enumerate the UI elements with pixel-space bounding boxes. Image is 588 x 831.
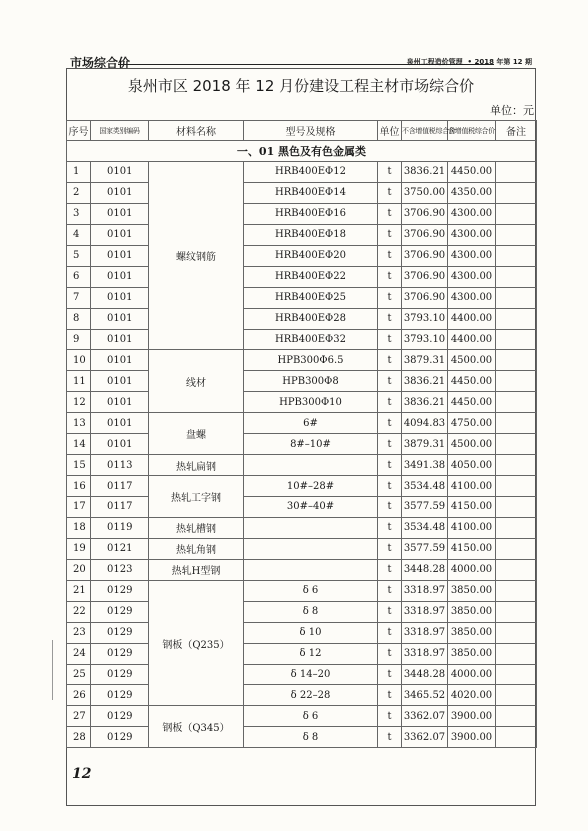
table-row [67, 434, 537, 455]
row-spec-cell: HPB300Φ10 [244, 392, 378, 413]
row-spec-cell: 10#–28# [244, 476, 378, 497]
row-price-incl-cell: 4300.00 [448, 245, 496, 266]
row-price-excl-cell: 3706.90 [402, 245, 448, 266]
row-code-cell: 0129 [91, 622, 149, 643]
row-unit-cell: t [378, 266, 402, 287]
section-header: 市场综合价 [70, 56, 131, 70]
row-price-excl-cell: 3577.59 [402, 497, 448, 518]
row-unit-cell: t [378, 308, 402, 329]
row-spec-cell: HRB400EΦ20 [244, 245, 378, 266]
row-price-incl-cell: 4500.00 [448, 434, 496, 455]
row-price-incl-cell: 4000.00 [448, 664, 496, 685]
page-title: 泉州市区 2018 年 12 月份建设工程主材市场综合价 [127, 77, 475, 95]
row-remarks-cell [496, 664, 537, 685]
row-index-cell: 22 [67, 601, 91, 622]
material-name-cell: 热轧槽钢 [149, 517, 244, 538]
row-price-incl-cell: 4750.00 [448, 413, 496, 434]
row-unit-cell: t [378, 162, 402, 183]
col-header-unit: 单位 [378, 121, 402, 141]
row-spec-cell: 30#–40# [244, 497, 378, 518]
row-remarks-cell [496, 706, 537, 727]
row-code-cell: 0101 [91, 308, 149, 329]
row-spec-cell: HRB400EΦ14 [244, 182, 378, 203]
row-remarks-cell [496, 287, 537, 308]
row-code-cell: 0101 [91, 266, 149, 287]
table-row [67, 497, 537, 518]
row-price-excl-cell: 3836.21 [402, 162, 448, 183]
row-spec-cell: HRB400EΦ32 [244, 329, 378, 350]
row-price-incl-cell: 4450.00 [448, 371, 496, 392]
row-remarks-cell [496, 559, 537, 580]
table-row [67, 162, 537, 183]
row-remarks-cell [496, 643, 537, 664]
row-spec-cell [244, 559, 378, 580]
row-remarks-cell [496, 224, 537, 245]
issue-label: • 2018 年第 12 期 [467, 58, 532, 66]
row-price-excl-cell: 3793.10 [402, 329, 448, 350]
row-unit-cell: t [378, 434, 402, 455]
row-code-cell: 0101 [91, 224, 149, 245]
row-price-excl-cell: 3465.52 [402, 685, 448, 706]
material-name-cell: 线材 [149, 350, 244, 413]
row-remarks-cell [496, 497, 537, 518]
row-index-cell: 21 [67, 580, 91, 601]
row-remarks-cell [496, 580, 537, 601]
row-remarks-cell [496, 622, 537, 643]
row-unit-cell: t [378, 685, 402, 706]
row-code-cell: 0121 [91, 538, 149, 559]
row-price-excl-cell: 3793.10 [402, 308, 448, 329]
row-index-cell: 8 [67, 308, 91, 329]
row-unit-cell: t [378, 476, 402, 497]
row-code-cell: 0129 [91, 685, 149, 706]
material-name-cell: 钢板（Q345） [149, 706, 244, 748]
row-remarks-cell [496, 182, 537, 203]
row-unit-cell: t [378, 622, 402, 643]
row-price-incl-cell: 4150.00 [448, 538, 496, 559]
row-index-cell: 11 [67, 371, 91, 392]
row-code-cell: 0129 [91, 727, 149, 748]
row-unit-cell: t [378, 706, 402, 727]
row-price-incl-cell: 4350.00 [448, 182, 496, 203]
row-index-cell: 6 [67, 266, 91, 287]
row-price-excl-cell: 3706.90 [402, 287, 448, 308]
row-unit-cell: t [378, 559, 402, 580]
row-spec-cell: δ 14–20 [244, 664, 378, 685]
row-index-cell: 16 [67, 476, 91, 497]
table-row [67, 392, 537, 413]
row-unit-cell: t [378, 517, 402, 538]
table-row [67, 182, 537, 203]
row-code-cell: 0101 [91, 371, 149, 392]
row-remarks-cell [496, 392, 537, 413]
row-index-cell: 25 [67, 664, 91, 685]
material-name-cell: 盘螺 [149, 413, 244, 455]
col-header-price-excl-vat: 不含增值税综合价 [402, 121, 448, 141]
material-name-cell: 钢板（Q235） [149, 580, 244, 706]
row-spec-cell: HRB400EΦ18 [244, 224, 378, 245]
row-index-cell: 15 [67, 455, 91, 476]
col-header-index: 序号 [67, 121, 91, 141]
row-spec-cell: δ 6 [244, 706, 378, 727]
row-index-cell: 14 [67, 434, 91, 455]
row-remarks-cell [496, 538, 537, 559]
material-name-cell: 热轧角钢 [149, 538, 244, 559]
row-code-cell: 0101 [91, 245, 149, 266]
row-price-incl-cell: 4300.00 [448, 224, 496, 245]
row-price-incl-cell: 3850.00 [448, 580, 496, 601]
row-price-excl-cell: 3318.97 [402, 622, 448, 643]
row-remarks-cell [496, 266, 537, 287]
table-row [67, 476, 537, 497]
row-unit-cell: t [378, 643, 402, 664]
table-row [67, 329, 537, 350]
table-row [67, 371, 537, 392]
row-remarks-cell [496, 455, 537, 476]
row-index-cell: 10 [67, 350, 91, 371]
row-price-incl-cell: 4400.00 [448, 329, 496, 350]
col-header-code: 国家类别编码 [91, 121, 149, 141]
row-code-cell: 0101 [91, 287, 149, 308]
row-code-cell: 0129 [91, 580, 149, 601]
row-price-incl-cell: 4100.00 [448, 476, 496, 497]
row-unit-cell: t [378, 497, 402, 518]
row-price-excl-cell: 3577.59 [402, 538, 448, 559]
table-row [67, 727, 537, 748]
row-price-incl-cell: 3900.00 [448, 706, 496, 727]
row-spec-cell: HRB400EΦ28 [244, 308, 378, 329]
row-code-cell: 0101 [91, 182, 149, 203]
row-index-cell: 20 [67, 559, 91, 580]
table-row [67, 266, 537, 287]
row-index-cell: 18 [67, 517, 91, 538]
row-code-cell: 0113 [91, 455, 149, 476]
journal-issue [407, 57, 532, 67]
row-price-incl-cell: 4100.00 [448, 517, 496, 538]
row-index-cell: 13 [67, 413, 91, 434]
row-spec-cell: HRB400EΦ16 [244, 203, 378, 224]
row-price-incl-cell: 3900.00 [448, 727, 496, 748]
row-price-incl-cell: 4050.00 [448, 455, 496, 476]
row-price-excl-cell: 3706.90 [402, 224, 448, 245]
row-remarks-cell [496, 517, 537, 538]
table-row [67, 580, 537, 601]
row-unit-cell: t [378, 601, 402, 622]
row-unit-cell: t [378, 580, 402, 601]
row-remarks-cell [496, 413, 537, 434]
row-index-cell: 9 [67, 329, 91, 350]
row-price-incl-cell: 3850.00 [448, 622, 496, 643]
row-price-excl-cell: 3879.31 [402, 350, 448, 371]
row-code-cell: 0101 [91, 350, 149, 371]
section-title: 一、01 黑色及有色金属类 [67, 141, 537, 162]
row-unit-cell: t [378, 455, 402, 476]
row-index-cell: 23 [67, 622, 91, 643]
row-code-cell: 0101 [91, 392, 149, 413]
row-spec-cell: HRB400EΦ22 [244, 266, 378, 287]
row-index-cell: 24 [67, 643, 91, 664]
row-code-cell: 0101 [91, 203, 149, 224]
row-price-excl-cell: 3706.90 [402, 266, 448, 287]
row-unit-cell: t [378, 727, 402, 748]
row-price-incl-cell: 4450.00 [448, 162, 496, 183]
row-code-cell: 0123 [91, 559, 149, 580]
row-price-excl-cell: 3836.21 [402, 392, 448, 413]
table-row [67, 643, 537, 664]
row-unit-cell: t [378, 329, 402, 350]
row-price-incl-cell: 4300.00 [448, 203, 496, 224]
row-price-excl-cell: 3836.21 [402, 371, 448, 392]
row-spec-cell: δ 6 [244, 580, 378, 601]
row-price-incl-cell: 4000.00 [448, 559, 496, 580]
row-price-incl-cell: 4300.00 [448, 266, 496, 287]
material-name-cell: 热轧扁钢 [149, 455, 244, 476]
table-row [67, 245, 537, 266]
row-code-cell: 0101 [91, 434, 149, 455]
table-row [67, 685, 537, 706]
table-row [67, 622, 537, 643]
row-price-excl-cell: 3706.90 [402, 203, 448, 224]
table-row [67, 350, 537, 371]
row-price-excl-cell: 3362.07 [402, 727, 448, 748]
row-index-cell: 19 [67, 538, 91, 559]
row-remarks-cell [496, 203, 537, 224]
row-spec-cell: δ 10 [244, 622, 378, 643]
journal-name: 泉州工程造价管理 [406, 58, 463, 66]
row-spec-cell [244, 517, 378, 538]
row-unit-cell: t [378, 287, 402, 308]
table-row [67, 224, 537, 245]
table-row [67, 455, 537, 476]
row-price-incl-cell: 4300.00 [448, 287, 496, 308]
row-code-cell: 0117 [91, 497, 149, 518]
section-row [67, 141, 537, 162]
row-spec-cell: 8#–10# [244, 434, 378, 455]
row-price-excl-cell: 3362.07 [402, 706, 448, 727]
row-remarks-cell [496, 434, 537, 455]
row-index-cell: 28 [67, 727, 91, 748]
row-unit-cell: t [378, 182, 402, 203]
table-row [67, 706, 537, 727]
row-price-excl-cell: 3318.97 [402, 643, 448, 664]
row-code-cell: 0129 [91, 706, 149, 727]
row-spec-cell [244, 538, 378, 559]
row-spec-cell: δ 22–28 [244, 685, 378, 706]
row-price-incl-cell: 3850.00 [448, 601, 496, 622]
row-remarks-cell [496, 329, 537, 350]
row-remarks-cell [496, 245, 537, 266]
row-spec-cell: HPB300Φ8 [244, 371, 378, 392]
row-price-incl-cell: 4450.00 [448, 392, 496, 413]
row-spec-cell [244, 455, 378, 476]
row-unit-cell: t [378, 203, 402, 224]
row-price-excl-cell: 4094.83 [402, 413, 448, 434]
table-row [67, 413, 537, 434]
row-remarks-cell [496, 371, 537, 392]
material-name-cell: 热轧H型钢 [149, 559, 244, 580]
row-index-cell: 26 [67, 685, 91, 706]
row-price-excl-cell: 3448.28 [402, 559, 448, 580]
row-unit-cell: t [378, 224, 402, 245]
row-price-incl-cell: 4020.00 [448, 685, 496, 706]
col-header-spec: 型号及规格 [244, 121, 378, 141]
row-unit-cell: t [378, 350, 402, 371]
row-spec-cell: δ 12 [244, 643, 378, 664]
row-remarks-cell [496, 685, 537, 706]
row-code-cell: 0117 [91, 476, 149, 497]
row-spec-cell: 6# [244, 413, 378, 434]
row-unit-cell: t [378, 245, 402, 266]
row-code-cell: 0101 [91, 162, 149, 183]
row-price-incl-cell: 4150.00 [448, 497, 496, 518]
row-spec-cell: δ 8 [244, 601, 378, 622]
row-index-cell: 3 [67, 203, 91, 224]
table-row [67, 601, 537, 622]
material-name-cell: 螺纹钢筋 [149, 162, 244, 350]
row-price-excl-cell: 3879.31 [402, 434, 448, 455]
row-index-cell: 1 [67, 162, 91, 183]
unit-label: 单位：元 [490, 104, 534, 117]
row-index-cell: 5 [67, 245, 91, 266]
row-remarks-cell [496, 727, 537, 748]
row-index-cell: 27 [67, 706, 91, 727]
col-header-remarks: 备注 [496, 121, 537, 141]
col-header-material: 材料名称 [149, 121, 244, 141]
row-price-excl-cell: 3448.28 [402, 664, 448, 685]
row-spec-cell: HRB400EΦ25 [244, 287, 378, 308]
row-spec-cell: HRB400EΦ12 [244, 162, 378, 183]
row-index-cell: 7 [67, 287, 91, 308]
row-price-excl-cell: 3318.97 [402, 601, 448, 622]
table-row [67, 287, 537, 308]
table-row [67, 559, 537, 580]
row-price-incl-cell: 4500.00 [448, 350, 496, 371]
table-row [67, 664, 537, 685]
table-row [67, 517, 537, 538]
table-header-row [67, 121, 537, 141]
row-unit-cell: t [378, 413, 402, 434]
row-code-cell: 0129 [91, 643, 149, 664]
price-table [66, 120, 537, 748]
row-price-excl-cell: 3750.00 [402, 182, 448, 203]
row-code-cell: 0129 [91, 601, 149, 622]
row-index-cell: 2 [67, 182, 91, 203]
table-row [67, 203, 537, 224]
row-price-excl-cell: 3534.48 [402, 517, 448, 538]
row-index-cell: 12 [67, 392, 91, 413]
row-price-excl-cell: 3491.38 [402, 455, 448, 476]
row-spec-cell: δ 8 [244, 727, 378, 748]
row-remarks-cell [496, 162, 537, 183]
row-remarks-cell [496, 308, 537, 329]
row-spec-cell: HPB300Φ6.5 [244, 350, 378, 371]
row-code-cell: 0101 [91, 329, 149, 350]
row-index-cell: 17 [67, 497, 91, 518]
binding-mark [52, 640, 53, 700]
row-index-cell: 4 [67, 224, 91, 245]
row-unit-cell: t [378, 664, 402, 685]
row-remarks-cell [496, 601, 537, 622]
row-unit-cell: t [378, 371, 402, 392]
page-number: 12 [72, 766, 92, 782]
row-price-excl-cell: 3534.48 [402, 476, 448, 497]
row-code-cell: 0119 [91, 517, 149, 538]
row-code-cell: 0129 [91, 664, 149, 685]
row-unit-cell: t [378, 538, 402, 559]
row-price-excl-cell: 3318.97 [402, 580, 448, 601]
table-row [67, 538, 537, 559]
row-remarks-cell [496, 350, 537, 371]
material-name-cell: 热轧工字钢 [149, 476, 244, 518]
table-row [67, 308, 537, 329]
row-code-cell: 0101 [91, 413, 149, 434]
col-header-price-incl-vat: 含增值税综合价 [448, 121, 496, 141]
row-price-incl-cell: 3850.00 [448, 643, 496, 664]
row-remarks-cell [496, 476, 537, 497]
row-unit-cell: t [378, 392, 402, 413]
row-price-incl-cell: 4400.00 [448, 308, 496, 329]
